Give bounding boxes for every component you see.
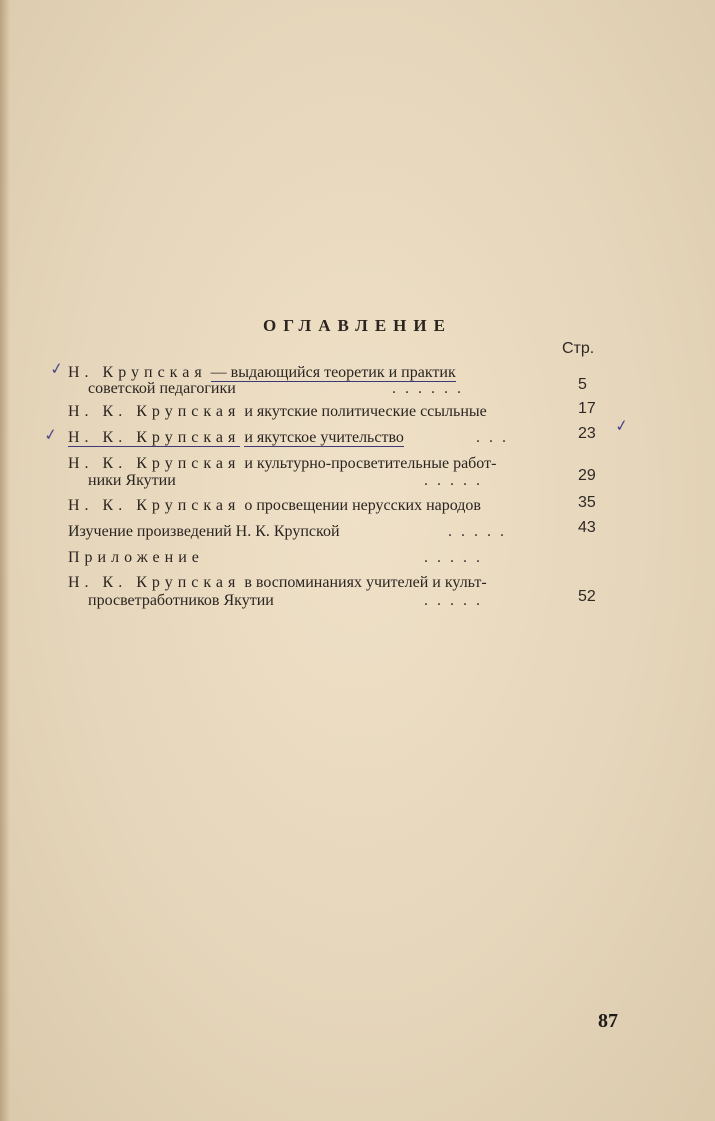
- toc-leader-dots: .....: [424, 592, 489, 609]
- toc-entry-page: 17: [578, 400, 596, 417]
- toc-leader-dots: .....: [424, 549, 489, 566]
- toc-leader-dots: ......: [392, 380, 470, 397]
- toc-entry-page: 29: [578, 467, 596, 484]
- toc-entry-title-continued: ники Якутии: [88, 472, 176, 489]
- toc-entry-title: и культурно-просветительные работ-: [244, 455, 497, 472]
- toc-entry-title: в воспоминаниях учителей и культ-: [244, 574, 487, 591]
- page-column-label: Стр.: [562, 340, 595, 357]
- toc-entry-author: Н. К. Крупская: [68, 455, 241, 472]
- toc-entry-page: 52: [578, 588, 596, 605]
- toc-entry-title: — выдающийся теоретик и практик: [210, 364, 456, 381]
- toc-entry-author: Н. Крупская: [68, 364, 207, 381]
- page-number: 87: [598, 1010, 618, 1032]
- toc-entry-page: 43: [578, 519, 596, 536]
- toc-entry-page: 23: [578, 425, 596, 442]
- toc-entry-title: о просвещении нерусских народов: [244, 497, 481, 514]
- toc-entry-title-continued: просветработников Якутии: [88, 592, 274, 609]
- toc-entry-title: Приложение: [68, 549, 204, 566]
- toc-leader-dots: ...: [476, 429, 515, 446]
- toc-entry-title: Изучение произведений Н. К. Крупской: [68, 523, 340, 540]
- toc-title: ОГЛАВЛЕНИЕ: [263, 316, 452, 335]
- page-binding-edge: [0, 0, 10, 1121]
- toc-entry-title: и якутские политические ссыльные: [244, 403, 487, 420]
- toc-leader-dots: .....: [424, 472, 489, 489]
- toc-entry-title: и якутское учительство: [244, 429, 404, 446]
- checkmark-icon: ✓: [42, 424, 59, 445]
- toc-entry-author: Н. К. Крупская: [68, 574, 241, 591]
- toc-leader-dots: .....: [448, 523, 513, 540]
- toc-entry-page: 35: [578, 494, 596, 511]
- checkmark-icon: ✓: [48, 358, 65, 379]
- toc-entry-title-continued: советской педагогики: [88, 380, 236, 397]
- toc-entry-author: Н. К. Крупская: [68, 403, 241, 420]
- checkmark-icon: ✓: [613, 415, 630, 436]
- toc-entry-author: Н. К. Крупская: [68, 497, 241, 514]
- toc-entry-page: 5: [578, 376, 587, 393]
- toc-entry-author: Н. К. Крупская: [68, 429, 241, 446]
